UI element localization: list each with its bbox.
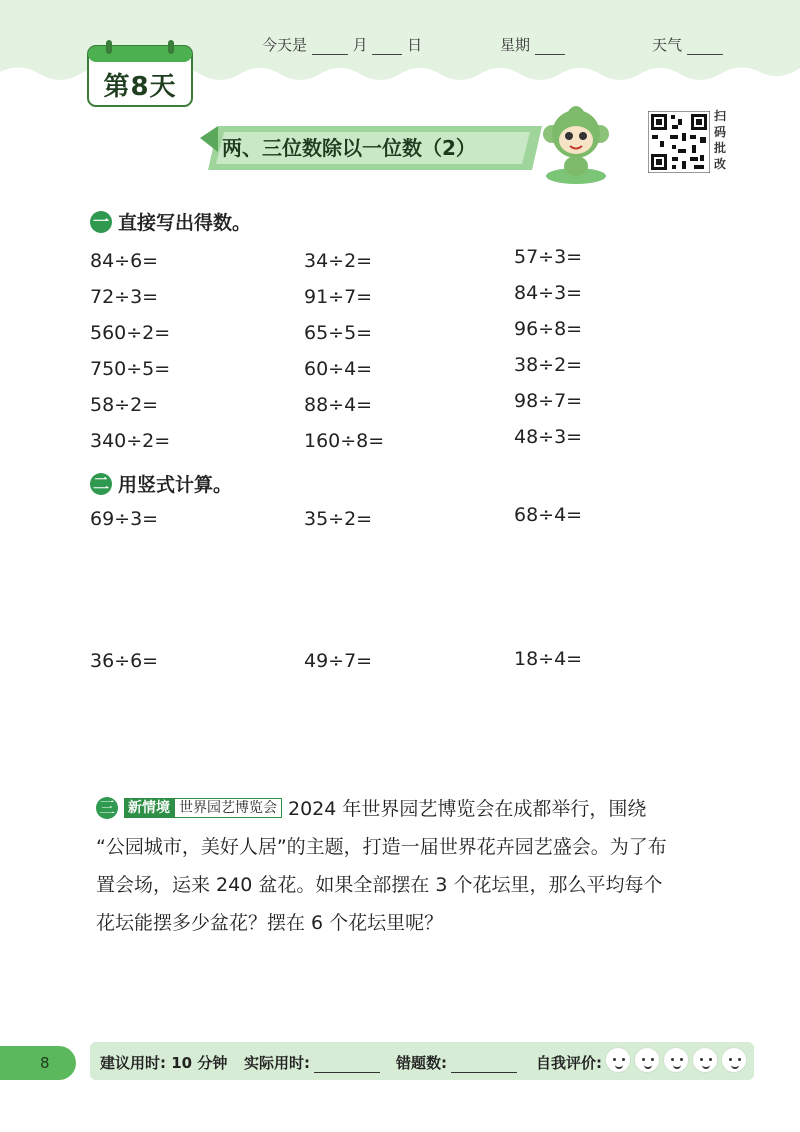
section1-number-icon: 一: [90, 211, 112, 233]
problem: 65÷5=: [304, 322, 373, 344]
word-problem: 三 新情境 世界园艺博览会 2024 年世界园艺博览会在成都举行，围绕 “公园城市，美好人居”的主题，打造一届世界花卉园艺盛会。为了布 置会场，运来 240 盆花。如果全部摆在 3 个花坛里，那么平均每个 花坛能摆多少盆花？摆在 6 个花坛里呢？: [96, 790, 726, 942]
problem: 72÷3=: [90, 286, 159, 308]
problem: 750÷5=: [90, 358, 171, 380]
week-blank[interactable]: [535, 41, 565, 55]
monkey-mascot-icon: [540, 104, 612, 186]
problem: 340÷2=: [90, 430, 171, 452]
problem: 560÷2=: [90, 322, 171, 344]
vertical-problem: 68÷4=: [514, 504, 583, 526]
weather-label: 天气: [652, 36, 683, 54]
problem-line: 花坛能摆多少盆花？摆在 6 个花坛里呢？: [96, 912, 444, 934]
problem-line: “公园城市，美好人居”的主题，打造一届世界花卉园艺盛会。为了布: [96, 836, 667, 858]
self-eval-label: 自我评价:: [536, 1054, 602, 1072]
vertical-problem: 69÷3=: [90, 508, 159, 530]
smiley-face-icon[interactable]: [634, 1047, 660, 1073]
suggested-time: 建议用时: 10 分钟: [100, 1054, 228, 1072]
problem: 88÷4=: [304, 394, 373, 416]
topic-tag: 世界园艺博览会: [174, 798, 282, 818]
problem: 96÷8=: [514, 318, 583, 340]
month-blank[interactable]: [312, 41, 348, 55]
problem: 60÷4=: [304, 358, 373, 380]
weather-field: [652, 34, 723, 55]
day-blank[interactable]: [372, 41, 402, 55]
vertical-problem: 18÷4=: [514, 648, 583, 670]
page-number: 8: [40, 1054, 50, 1072]
week-field: [500, 34, 565, 55]
problem: 84÷6=: [90, 250, 159, 272]
section1-title: 一 直接写出得数。: [90, 208, 251, 235]
day-label: 日: [407, 36, 423, 54]
vertical-problem: 35÷2=: [304, 508, 373, 530]
date-field: [262, 34, 422, 55]
problem: 58÷2=: [90, 394, 159, 416]
problem: 34÷2=: [304, 250, 373, 272]
vertical-problem: 49÷7=: [304, 650, 373, 672]
smiley-face-icon[interactable]: [692, 1047, 718, 1073]
vertical-problem: 36÷6=: [90, 650, 159, 672]
section2-title: 二 用竖式计算。: [90, 470, 232, 497]
problem: 48÷3=: [514, 426, 583, 448]
month-label: 月: [352, 36, 368, 54]
section3-number-icon: 三: [96, 797, 118, 819]
problem-line: 置会场，运来 240 盆花。如果全部摆在 3 个花坛里，那么平均每个: [96, 874, 663, 896]
problem: 84÷3=: [514, 282, 583, 304]
smiley-face-icon[interactable]: [605, 1047, 631, 1073]
week-label: 星期: [500, 36, 531, 54]
actual-time-blank[interactable]: [314, 1059, 380, 1073]
smiley-face-icon[interactable]: [663, 1047, 689, 1073]
errors-blank[interactable]: [451, 1059, 517, 1073]
page-tab: [0, 1046, 76, 1080]
weather-blank[interactable]: [687, 41, 723, 55]
new-context-tag: 新情境: [124, 798, 174, 818]
problem: 160÷8=: [304, 430, 385, 452]
smiley-face-icon[interactable]: [721, 1047, 747, 1073]
errors-field: 错题数:: [396, 1052, 517, 1073]
page-title: 两、三位数除以一位数（2）: [222, 136, 476, 160]
today-label: 今天是: [262, 36, 308, 54]
qr-code-icon[interactable]: [648, 111, 710, 173]
actual-time-field: 实际用时:: [244, 1052, 380, 1073]
problem: 57÷3=: [514, 246, 583, 268]
scan-label: 扫 码 批 改: [714, 109, 727, 171]
problem: 91÷7=: [304, 286, 373, 308]
section2-number-icon: 二: [90, 473, 112, 495]
problem: 38÷2=: [514, 354, 583, 376]
problem: 98÷7=: [514, 390, 583, 412]
day-badge-text: 第8天: [103, 72, 177, 102]
